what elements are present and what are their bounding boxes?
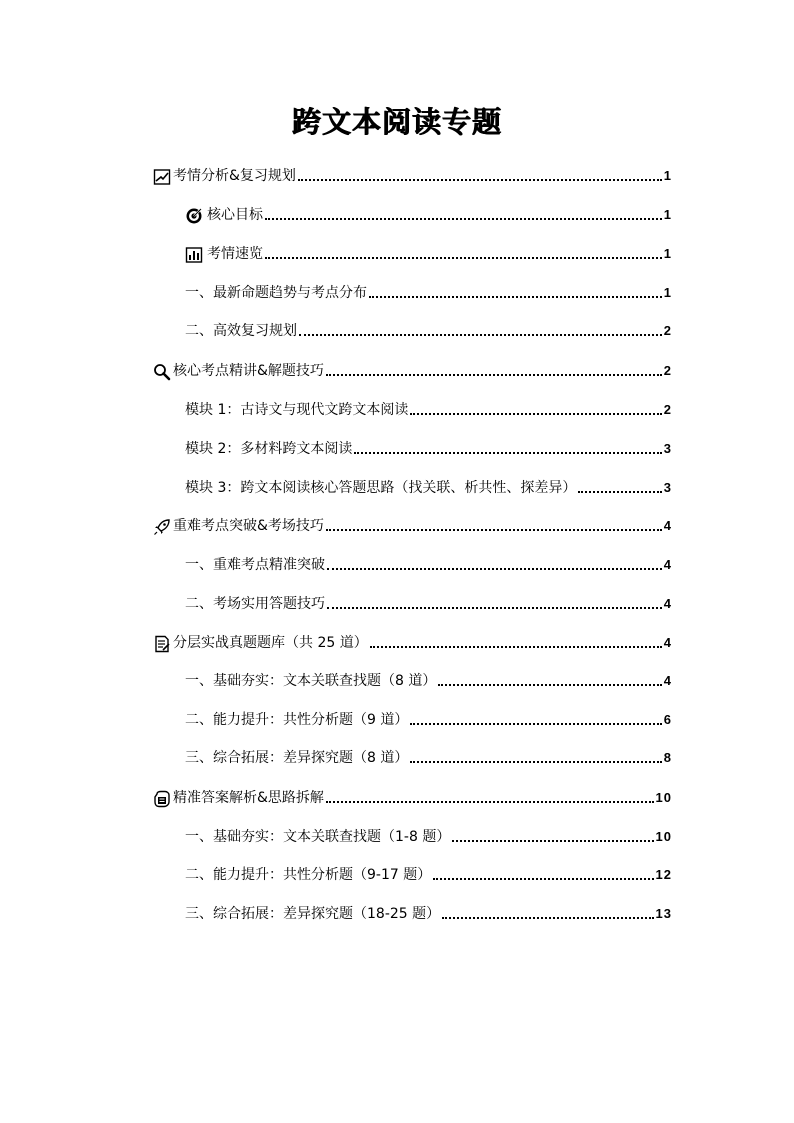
- toc-entry-title: 核心目标: [207, 207, 263, 223]
- toc-dot-leader: [452, 840, 653, 842]
- toc-page-number: 2: [663, 402, 672, 417]
- answer-sheet-icon: [153, 790, 171, 808]
- toc-entry[interactable]: [185, 553, 672, 575]
- toc-entry-lead: [153, 361, 324, 381]
- toc-entry-title: 三、综合拓展：差异探究题（8 道）: [185, 750, 409, 766]
- toc-dot-leader: [410, 761, 661, 763]
- toc-dot-leader: [410, 723, 661, 725]
- toc-entry-lead: [153, 788, 324, 808]
- toc-page-number: 1: [663, 285, 672, 300]
- toc-entry-lead: [153, 516, 324, 536]
- toc-entry-lead: [185, 400, 408, 420]
- toc-entry-title: 模块 2：多材料跨文本阅读: [185, 441, 353, 457]
- toc-entry-lead: [185, 748, 408, 768]
- toc-entry-title: 模块 1：古诗文与现代文跨文本阅读: [185, 402, 409, 418]
- toc-page-number: 6: [663, 712, 672, 727]
- toc-dot-leader: [299, 334, 662, 336]
- toc-dot-leader: [442, 917, 653, 919]
- page-title: 跨文本阅读专题: [291, 105, 502, 139]
- toc-entry-lead: [185, 555, 325, 575]
- toc-page-number: 2: [663, 323, 672, 338]
- toc-page-number: 10: [655, 829, 672, 844]
- toc-entry[interactable]: [153, 514, 672, 536]
- toc-page-number: 10: [655, 790, 672, 805]
- toc-entry-title: 二、考场实用答题技巧: [185, 596, 325, 612]
- toc-entry[interactable]: [185, 592, 672, 614]
- toc-entry[interactable]: [185, 319, 672, 341]
- toc-entry-lead: [185, 827, 450, 847]
- toc-dot-leader: [326, 529, 662, 531]
- magnifier-icon: [153, 363, 171, 381]
- toc-entry[interactable]: [185, 669, 672, 691]
- toc-entry-lead: [185, 710, 408, 730]
- toc-page-number: 1: [663, 168, 672, 183]
- toc-page-number: 8: [663, 750, 672, 765]
- toc-page-number: 2: [663, 363, 672, 378]
- toc-page-number: 4: [663, 673, 672, 688]
- toc-page-number: 4: [663, 557, 672, 572]
- document-icon: [153, 635, 171, 653]
- toc-dot-leader: [327, 568, 662, 570]
- toc-entry[interactable]: [185, 825, 672, 847]
- toc-entry-title: 二、能力提升：共性分析题（9 道）: [185, 712, 409, 728]
- toc-entry-title: 二、高效复习规划: [185, 323, 297, 339]
- toc-entry-lead: [185, 594, 325, 614]
- toc-dot-leader: [433, 878, 653, 880]
- toc-entry-title: 三、综合拓展：差异探究题（18-25 题）: [185, 906, 441, 922]
- toc-entry[interactable]: [185, 437, 672, 459]
- toc-dot-leader: [326, 374, 662, 376]
- toc-entry[interactable]: [185, 746, 672, 768]
- toc-dot-leader: [369, 296, 662, 298]
- toc-page-number: 4: [663, 596, 672, 611]
- toc-page-number: 13: [655, 906, 672, 921]
- toc-entry[interactable]: [185, 242, 672, 264]
- toc-entry-title: 模块 3：跨文本阅读核心答题思路（找关联、析共性、探差异）: [185, 480, 577, 496]
- toc-entry-lead: [185, 439, 352, 459]
- toc-entry-lead: [153, 633, 368, 653]
- toc-dot-leader: [354, 452, 661, 454]
- toc-entry-title: 分层实战真题题库（共 25 道）: [173, 635, 368, 651]
- toc-entry-title: 重难考点突破&考场技巧: [173, 518, 324, 534]
- toc-entry-lead: [185, 865, 431, 885]
- toc-entry[interactable]: [185, 476, 672, 498]
- toc-entry-lead: [153, 166, 296, 186]
- bar-chart-icon: [185, 246, 203, 264]
- toc-page-number: 4: [663, 518, 672, 533]
- rocket-icon: [153, 518, 171, 536]
- toc-dot-leader: [298, 179, 662, 181]
- toc-entry[interactable]: [153, 164, 672, 186]
- toc-dot-leader: [326, 801, 654, 803]
- toc-entry-title: 一、基础夯实：文本关联查找题（1-8 题）: [185, 829, 451, 845]
- toc-dot-leader: [370, 646, 662, 648]
- toc-dot-leader: [578, 491, 661, 493]
- toc-dot-leader: [410, 413, 661, 415]
- toc-entry[interactable]: [185, 203, 672, 225]
- toc-page-number: 3: [663, 441, 672, 456]
- toc-dot-leader: [265, 257, 662, 259]
- toc-entry[interactable]: [185, 281, 672, 303]
- toc-entry[interactable]: [153, 631, 672, 653]
- toc-page-number: 1: [663, 207, 672, 222]
- toc-entry[interactable]: [185, 398, 672, 420]
- toc-entry-lead: [185, 283, 367, 303]
- toc-dot-leader: [327, 607, 662, 609]
- toc-entry-title: 考情分析&复习规划: [173, 168, 296, 184]
- toc-entry[interactable]: [153, 786, 672, 808]
- target-icon: [185, 207, 203, 225]
- toc-entry[interactable]: [185, 708, 672, 730]
- toc-entry-title: 核心考点精讲&解题技巧: [173, 363, 324, 379]
- toc-entry-title: 二、能力提升：共性分析题（9-17 题）: [185, 867, 432, 883]
- toc-entry-title: 一、基础夯实：文本关联查找题（8 道）: [185, 673, 437, 689]
- toc-entry[interactable]: [185, 902, 672, 924]
- toc-dot-leader: [438, 684, 661, 686]
- toc-entry-lead: [185, 671, 436, 691]
- toc-entry-title: 精准答案解析&思路拆解: [173, 790, 324, 806]
- toc-entry-title: 一、最新命题趋势与考点分布: [185, 285, 367, 301]
- toc-entry[interactable]: [185, 863, 672, 885]
- toc-entry[interactable]: [153, 359, 672, 381]
- toc-page-number: 4: [663, 635, 672, 650]
- toc-entry-lead: [185, 321, 297, 341]
- toc-entry-title: 一、重难考点精准突破: [185, 557, 325, 573]
- toc-page-number: 1: [663, 246, 672, 261]
- toc-page-number: 12: [655, 867, 672, 882]
- chart-line-icon: [153, 168, 171, 186]
- toc-entry-lead: [185, 244, 263, 264]
- toc-dot-leader: [265, 218, 662, 220]
- toc-page-number: 3: [663, 480, 672, 495]
- toc-entry-title: 考情速览: [207, 246, 263, 262]
- toc-entry-lead: [185, 478, 576, 498]
- toc-entry-lead: [185, 205, 263, 225]
- toc-entry-lead: [185, 904, 440, 924]
